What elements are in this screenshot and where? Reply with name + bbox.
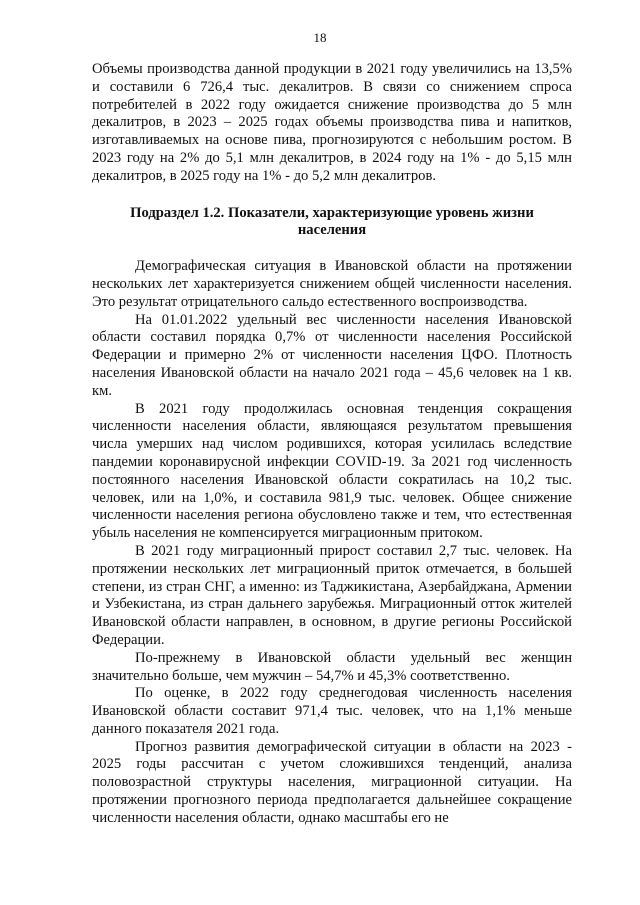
page-content — [92, 61, 572, 828]
paragraph-population-share: На 01.01.2022 удельный вес численности населения Ивановской области составил порядка 0,7% от численности населения Российской Федерации и примерно 2% от численности населения ЦФО. Плотность населения Ивановской области на начало 2021 года – 45,6 человек на 1 кв. км. — [92, 311, 572, 399]
paragraph-demographic-situation: Демографическая ситуация в Ивановской области на протяжении нескольких лет характеризуется снижением общей численности населения. Это результат отрицательного сальдо естественного воспроизводства. — [92, 258, 572, 310]
paragraph-population-estimate: По оценке, в 2022 году среднегодовая численность населения Ивановской области составит 971,4 тыс. человек, что на 1,1% меньше данного показателя 2021 года. — [92, 685, 572, 737]
paragraph-forecast: Прогноз развития демографической ситуации в области на 2023 - 2025 годы рассчитан с учетом сложившихся тенденций, анализа половозрастной структуры населения, миграционной ситуации. На протяжении прогнозного периода предполагается дальнейшее сокращение численности населения области, однако масштабы его не — [92, 738, 572, 826]
paragraph-population-decline: В 2021 году продолжилась основная тенденция сокращения численности населения области, являющаяся результатом превышения числа умерших над числом родившихся, которая усилилась вследствие пандемии коронавирусной инфекции COVID-19. За 2021 год численность постоянного населения Ивановской области сократилась на 10,2 тыс. человек, или на 1,0%, и составила 981,9 тыс. человек. Общее снижение численности населения региона обусловлено также и тем, что естественная убыль населения не компенсируется миграционным притоком. — [92, 400, 572, 542]
section-heading: Подраздел 1.2. Показатели, характеризующие уровень жизни населения — [130, 204, 534, 239]
paragraph-gender-ratio: По-прежнему в Ивановской области удельный вес женщин значительно больше, чем мужчин – 54,7% и 45,3% соответственно. — [92, 649, 572, 684]
paragraph-migration: В 2021 году миграционный прирост составил 2,7 тыс. человек. На протяжении нескольких лет миграционный приток отмечается, в большей степени, из стран СНГ, а именно: из Таджикистана, Азербайджана, Армении и Узбекистана, из стран дальнего зарубежья. Миграционный отток жителей Ивановской области направлен, в основном, в другие регионы Российской Федерации. — [92, 542, 572, 648]
page-number: 18 — [313, 30, 327, 45]
intro-paragraph: Объемы производства данной продукции в 2021 году увеличились на 13,5% и составили 6 726,4 тыс. декалитров. В связи со снижением спроса потребителей в 2022 году ожидается снижение производства до 5 млн декалитров, в 2023 – 2025 годах объемы производства пива и напитков, изготавливаемых на основе пива, прогнозируются с небольшим ростом. В 2023 году на 2% до 5,1 млн декалитров, в 2024 году на 1% - до 5,15 млн декалитров, в 2025 году на 1% - до 5,2 млн декалитров. — [92, 61, 572, 184]
